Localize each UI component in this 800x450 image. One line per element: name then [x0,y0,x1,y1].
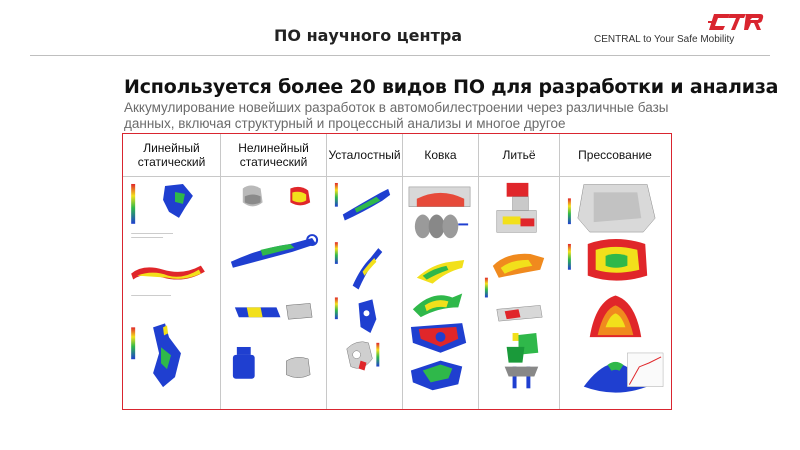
column-header: Усталостный [327,134,402,177]
fea-result-thumbnail [327,178,402,409]
column-header: Нелинейный статический [221,134,326,177]
column-header: Ковка [403,134,478,177]
column-fatigue [326,134,402,409]
slide-headline: Используется более 20 видов ПО для разработки и анализа [124,76,779,98]
ctr-logo-icon [708,12,764,32]
column-forging [402,134,478,409]
column-nonlinear-static [220,134,326,409]
header-divider [30,55,770,56]
slide-subheadline: Аккумулирование новейших разработок в автомобилестроении через различные базы данных, включая структурный и процессный анализы и многое другое [124,100,669,131]
column-stamping [559,134,670,409]
column-linear-static [123,134,220,409]
fea-result-thumbnail [560,178,670,409]
column-header: Прессование [560,134,670,177]
fea-result-thumbnail [479,178,559,409]
fea-result-thumbnail [403,178,478,409]
company-tagline: CENTRAL to Your Safe Mobility [594,34,735,45]
fea-result-thumbnail [123,178,220,409]
software-analysis-table [122,133,672,410]
fea-result-thumbnail [221,178,326,409]
page-title: ПО научного центра [274,26,463,45]
column-casting [478,134,559,409]
column-header: Литьё [479,134,559,177]
column-header: Линейный статический [123,134,220,177]
page-header [0,0,800,58]
